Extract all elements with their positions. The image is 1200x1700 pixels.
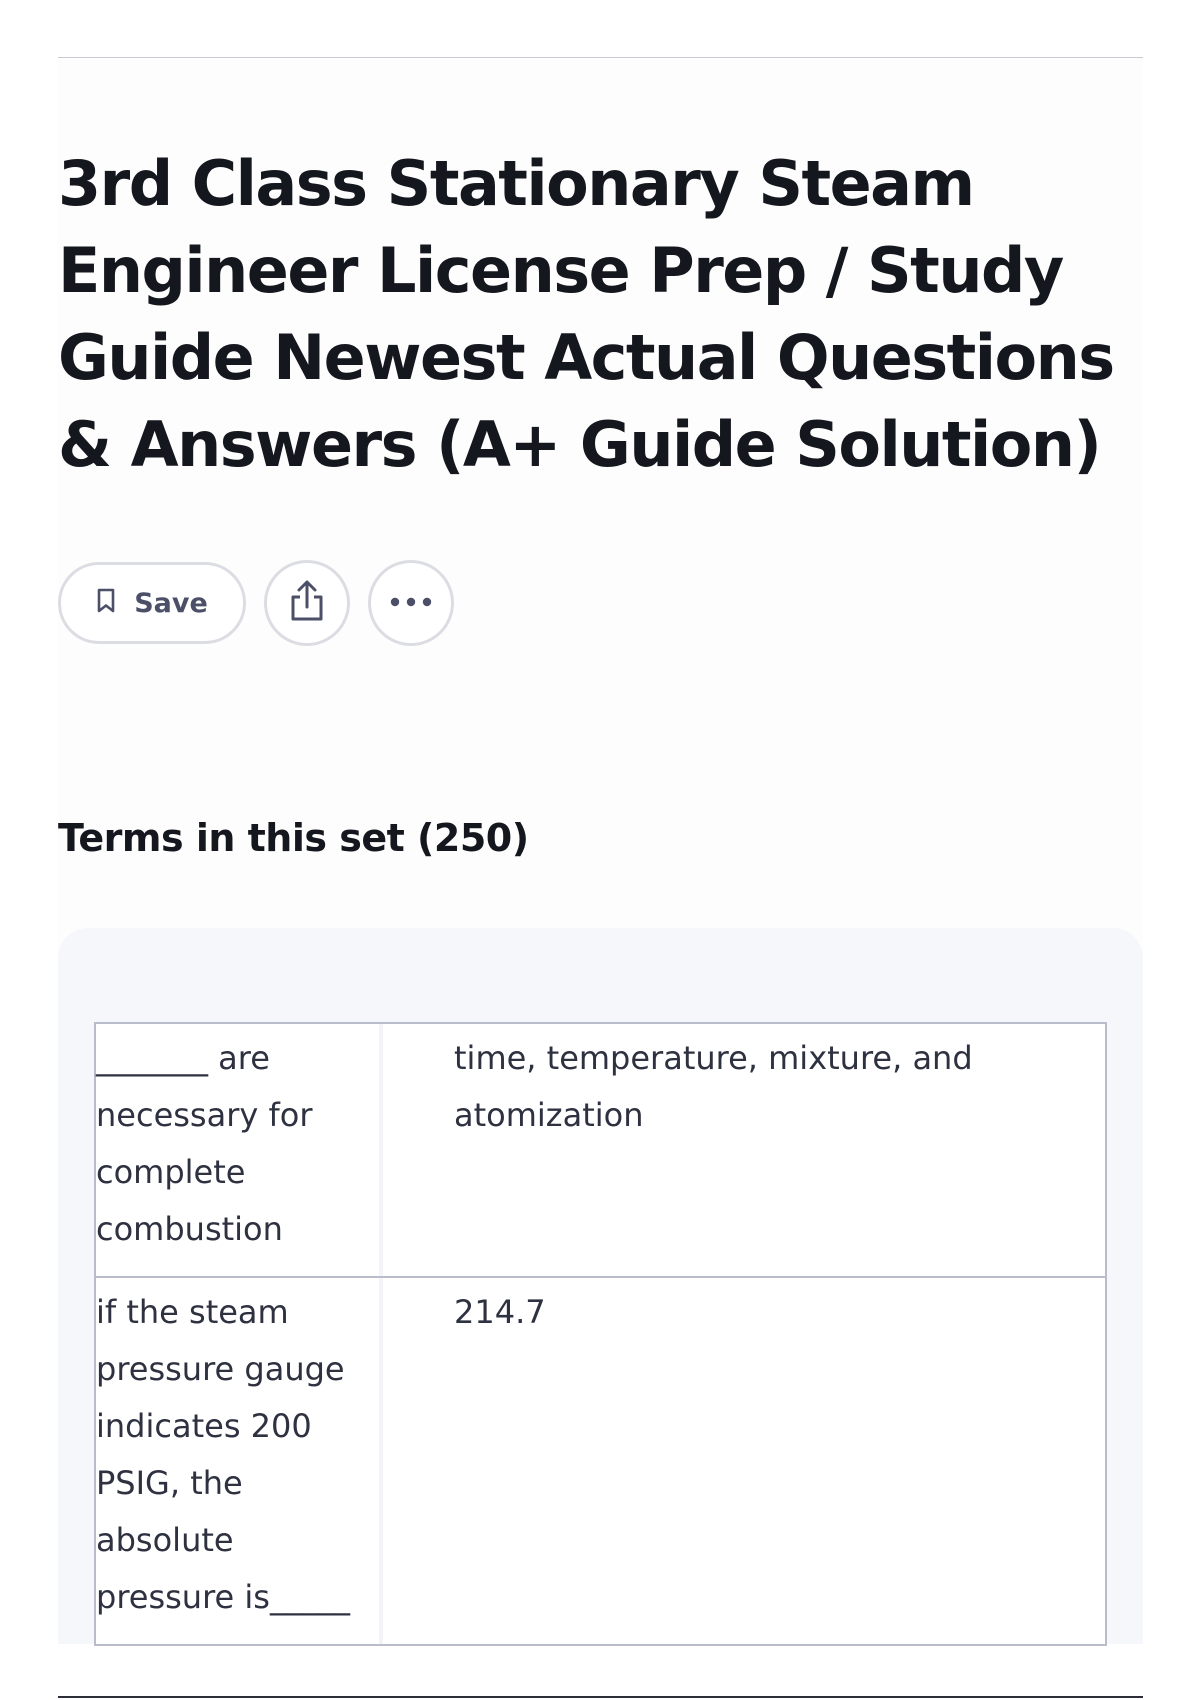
- term-divider: [379, 1278, 383, 1644]
- share-icon: [287, 579, 327, 628]
- bookmark-icon: [96, 588, 116, 619]
- term-card[interactable]: [94, 1276, 1107, 1646]
- terms-heading: Terms in this set (250): [58, 816, 529, 860]
- term-divider: [379, 1024, 383, 1276]
- term-text: _______ are necessary for complete combustion: [96, 1039, 313, 1248]
- term-card[interactable]: [94, 1022, 1107, 1278]
- set-title: 3rd Class Stationary Steam Engineer License Prep / Study Guide Newest Actual Questions & Answers (A+ Guide Solution): [58, 147, 1114, 481]
- share-button[interactable]: [264, 560, 350, 646]
- set-actions: [58, 560, 454, 646]
- more-horizontal-icon: [389, 594, 433, 612]
- more-options-button[interactable]: [368, 560, 454, 646]
- save-button[interactable]: [58, 562, 246, 644]
- terms-list: [58, 928, 1143, 1644]
- term-text: if the steam pressure gauge indicates 200 PSIG, the absolute pressure is_____: [96, 1293, 350, 1616]
- bottom-divider: [58, 1696, 1143, 1698]
- definition-text: 214.7: [454, 1293, 546, 1331]
- set-page: [58, 58, 1143, 1644]
- definition-text: time, temperature, mixture, and atomization: [454, 1039, 973, 1134]
- save-label: Save: [134, 587, 208, 619]
